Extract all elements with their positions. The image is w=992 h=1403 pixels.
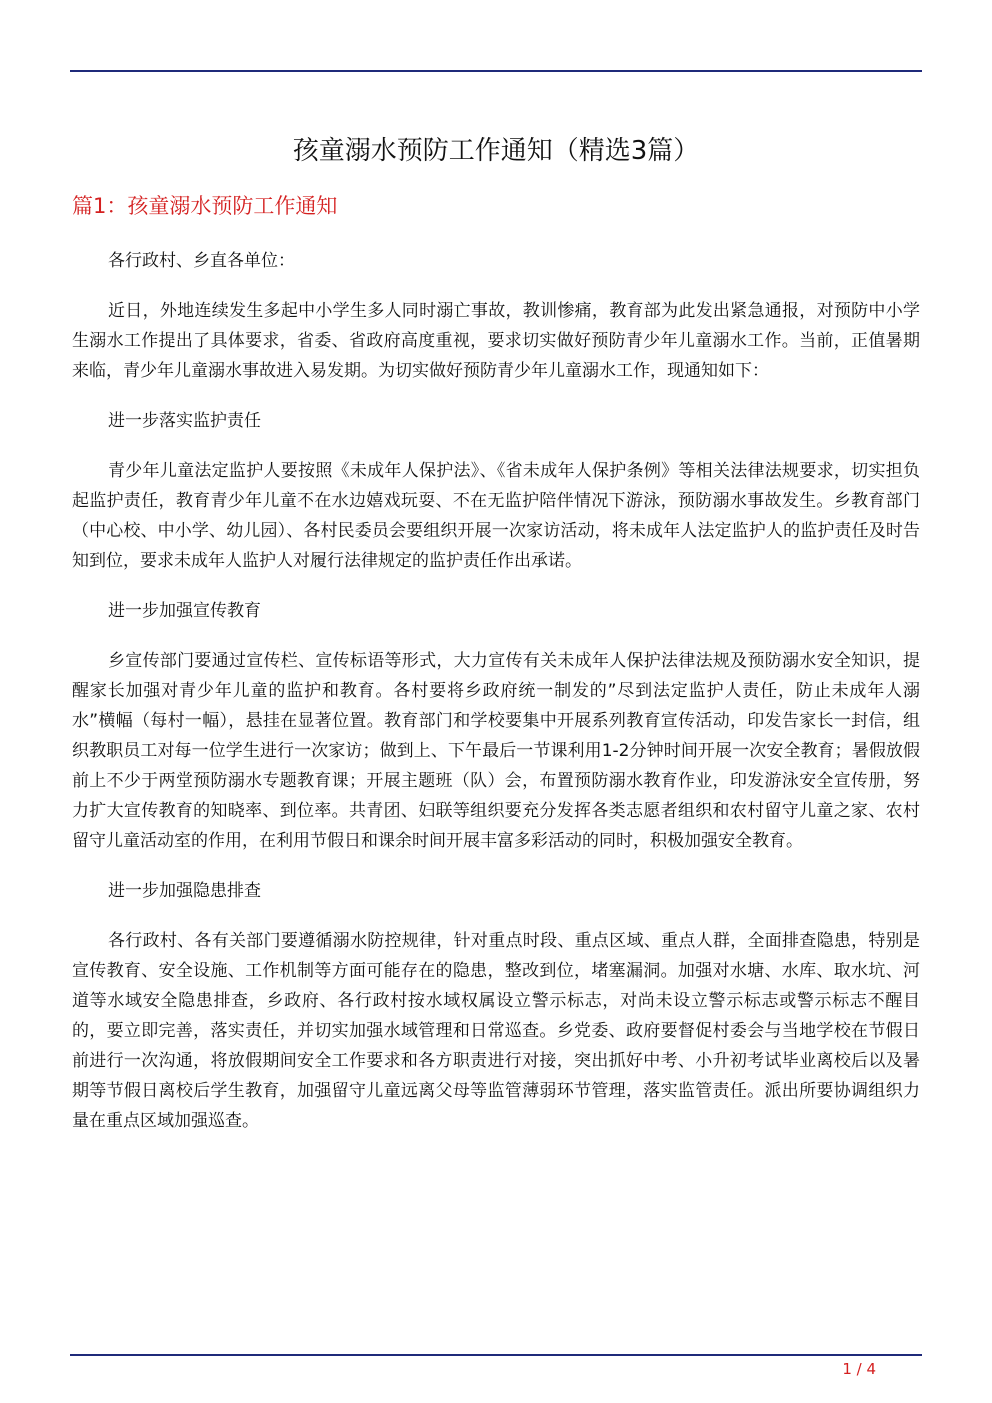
subheading-education: 进一步加强宣传教育 xyxy=(108,601,261,621)
paragraph-supervision: 青少年儿童法定监护人要按照《未成年人保护法》、《省未成年人保护条例》等相关法律法规要求，切实担负起监护责任，教育青少年儿童不在水边嬉戏玩耍、不在无监护陪伴情况下游泳，预防溺水事故发生。乡教育部门（中心校、中小学、幼儿园）、各村民委员会要组织开展一次家访活动，将未成年人法定监护人的监护责任及时告知到位，要求未成年人监护人对履行法律规定的监护责任作出承诺。 xyxy=(72,461,920,571)
page-number: 1 / 4 xyxy=(842,1360,876,1378)
subheading-hazards: 进一步加强隐患排查 xyxy=(108,881,261,901)
paragraph-education: 乡宣传部门要通过宣传栏、宣传标语等形式，大力宣传有关未成年人保护法律法规及预防溺水安全知识，提醒家长加强对青少年儿童的监护和教育。各村要将乡政府统一制发的”尽到法定监护人责任，防止未成年人溺水”横幅（每村一幅），悬挂在显著位置。教育部门和学校要集中开展系列教育宣传活动，印发告家长一封信，组织教职员工对每一位学生进行一次家访；做到上、下午最后一节课利用1-2分钟时间开展一次安全教育；暑假放假前上不少于两堂预防溺水专题教育课；开展主题班（队）会，布置预防溺水教育作业，印发游泳安全宣传册，努力扩大宣传教育的知晓率、到位率。共青团、妇联等组织要充分发挥各类志愿者组织和农村留守儿童之家、农村留守儿童活动室的作用，在利用节假日和课余时间开展丰富多彩活动的同时，积极加强安全教育。 xyxy=(72,651,920,851)
section-heading: 篇1：孩童溺水预防工作通知 xyxy=(72,194,338,218)
paragraph-hazards: 各行政村、各有关部门要遵循溺水防控规律，针对重点时段、重点区域、重点人群，全面排查隐患，特别是宣传教育、安全设施、工作机制等方面可能存在的隐患，整改到位，堵塞漏洞。加强对水塘、水库、取水坑、河道等水域安全隐患排查，乡政府、各行政村按水域权属设立警示标志，对尚未设立警示标志或警示标志不醒目的，要立即完善，落实责任，并切实加强水域管理和日常巡查。乡党委、政府要督促村委会与当地学校在节假日前进行一次沟通，将放假期间安全工作要求和各方职责进行对接，突出抓好中考、小升初考试毕业离校后以及暑期等节假日离校后学生教育，加强留守儿童远离父母等监管薄弱环节管理，落实监管责任。派出所要协调组织力量在重点区域加强巡查。 xyxy=(72,931,920,1131)
greeting: 各行政村、乡直各单位： xyxy=(108,251,295,271)
footer-rule xyxy=(70,1354,922,1356)
document-title: 孩童溺水预防工作通知（精选3篇） xyxy=(292,136,700,166)
subheading-supervision: 进一步落实监护责任 xyxy=(108,411,261,431)
header-rule xyxy=(70,70,922,72)
paragraph-intro: 近日，外地连续发生多起中小学生多人同时溺亡事故，教训惨痛，教育部为此发出紧急通报，对预防中小学生溺水工作提出了具体要求，省委、省政府高度重视，要求切实做好预防青少年儿童溺水工作。当前，正值暑期来临，青少年儿童溺水事故进入易发期。为切实做好预防青少年儿童溺水工作，现通知如下： xyxy=(72,301,920,381)
document-body xyxy=(72,246,920,1156)
